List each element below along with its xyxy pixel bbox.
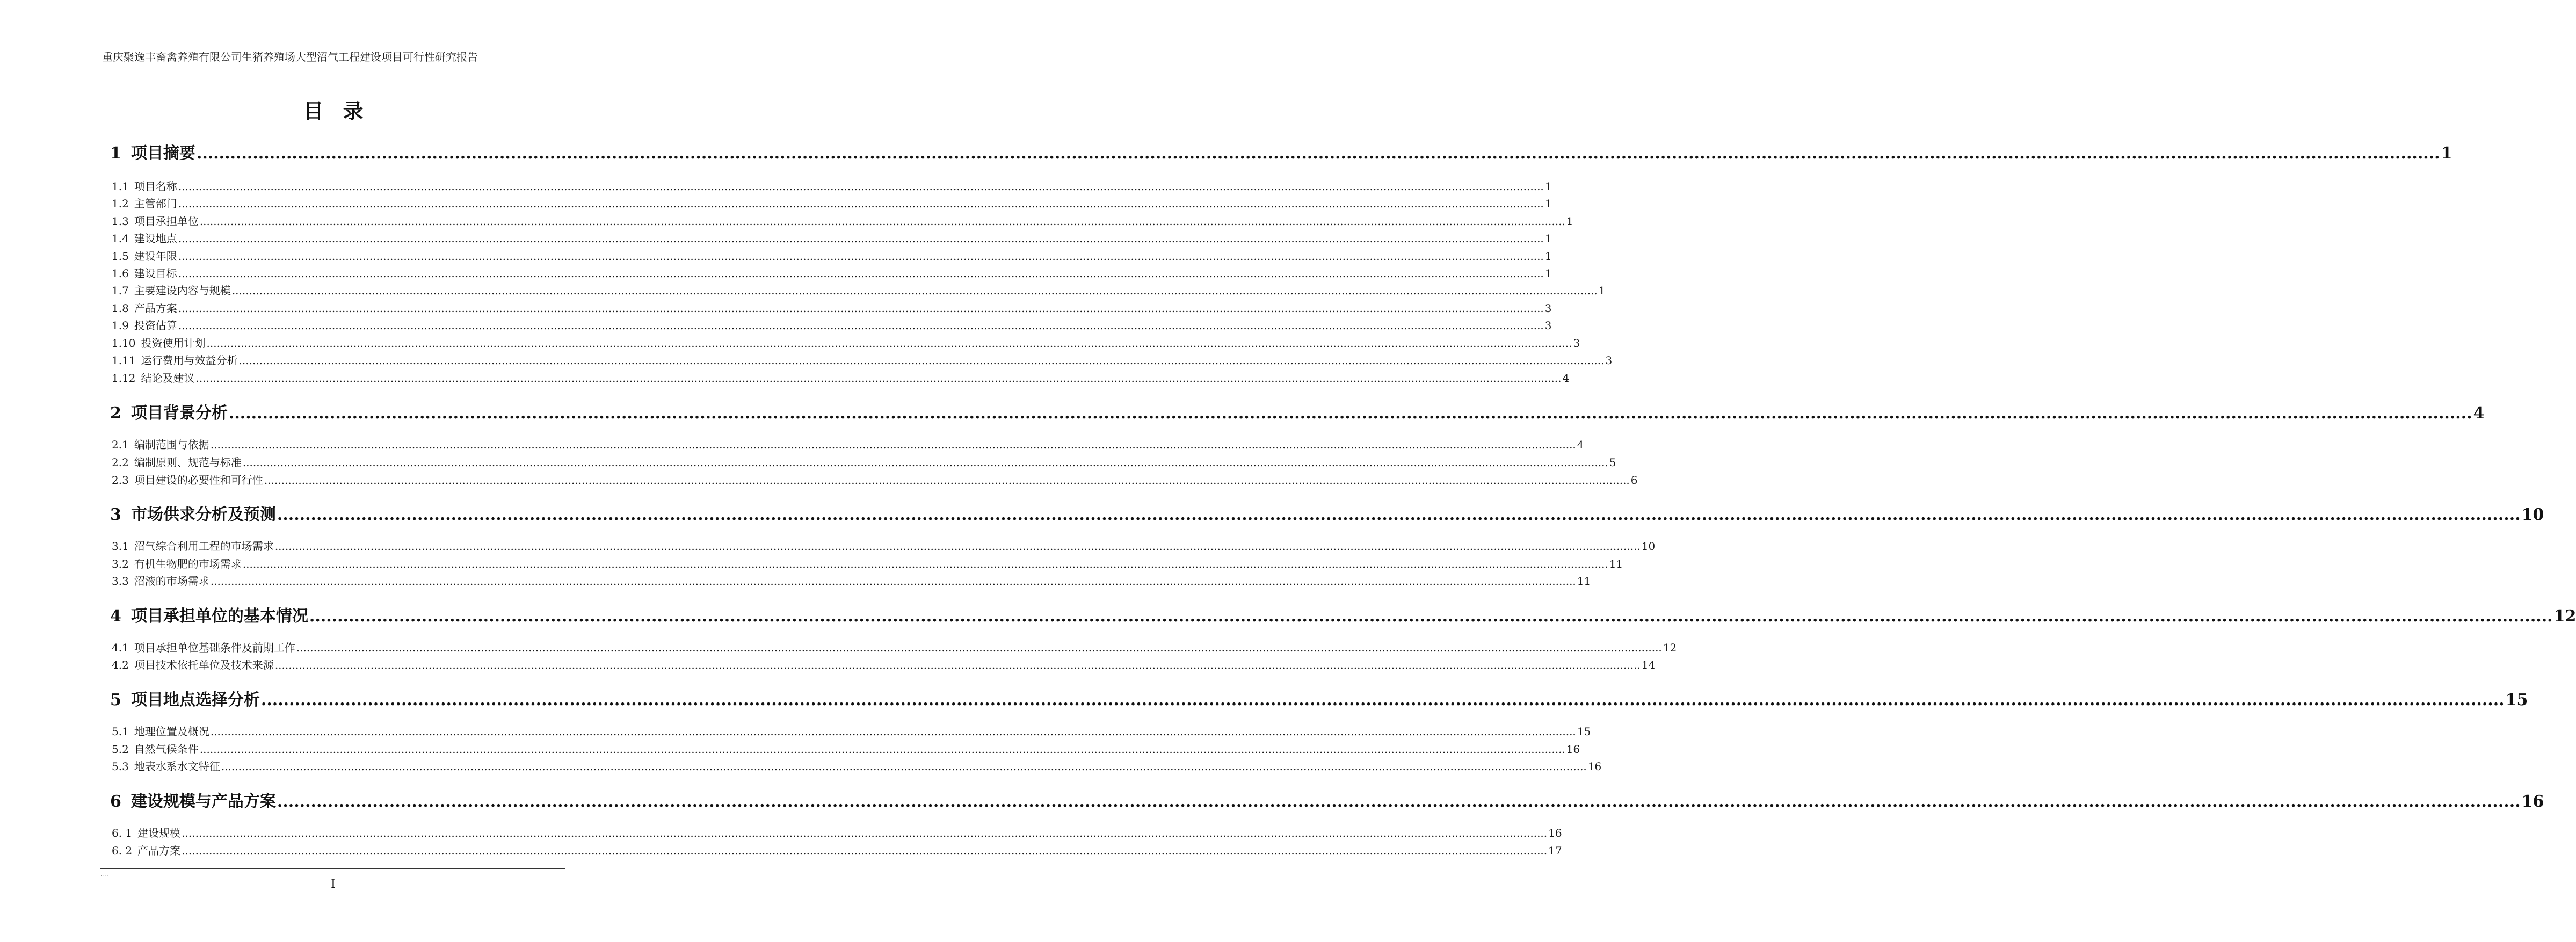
toc-leader: ................................................................................................................................................................................................................................................................................................................................................................................................................ bbox=[210, 575, 1576, 588]
toc-leader: ................................................................................................................................................................................................................................................................................................................................................................................................................ bbox=[238, 354, 1605, 367]
toc-number: 6 bbox=[110, 792, 121, 811]
toc-number: 1.4 bbox=[112, 232, 129, 245]
toc-page: 16 bbox=[2521, 792, 2544, 811]
toc-leader: ................................................................................................................................................................................................................................................................................................................................................................................................................ bbox=[296, 641, 1662, 654]
toc-section-1-7[interactable] bbox=[112, 282, 1606, 298]
toc-number: 1.10 bbox=[112, 337, 136, 350]
toc-number: 5.2 bbox=[112, 743, 129, 756]
toc-leader: ................................................................................................................................................................................................................................................................................................................................................................................................................ bbox=[242, 557, 1608, 570]
toc-number: 4.1 bbox=[112, 641, 129, 654]
toc-number: 4 bbox=[110, 607, 121, 626]
toc-number: 6. 2 bbox=[112, 844, 133, 857]
toc-title: 建设规模 bbox=[137, 827, 181, 839]
toc-section-3-3[interactable] bbox=[112, 573, 1591, 588]
toc-leader: ................................................................................................................................................................................................................................................................................................................................................................................................................ bbox=[182, 844, 1548, 857]
toc-title: 结论及建议 bbox=[141, 372, 195, 385]
toc-number: 5.3 bbox=[112, 760, 129, 773]
toc-section-1-12[interactable] bbox=[112, 369, 1570, 385]
toc-section-1-10[interactable] bbox=[112, 335, 1580, 350]
toc-leader: ................................................................................................................................................................................................................................................................................................................................................................................................................ bbox=[228, 404, 2472, 423]
toc-page: 11 bbox=[1609, 557, 1623, 570]
toc-section-4-2[interactable] bbox=[112, 656, 1656, 672]
toc-number: 1.7 bbox=[112, 284, 129, 297]
toc-number: 2 bbox=[110, 404, 121, 423]
toc-number: 2.2 bbox=[112, 456, 129, 469]
toc-title: 主要建设内容与规模 bbox=[134, 284, 231, 297]
toc-page: 16 bbox=[1548, 827, 1562, 839]
toc-leader: ................................................................................................................................................................................................................................................................................................................................................................................................................ bbox=[182, 827, 1548, 839]
toc-section-1-8[interactable] bbox=[112, 300, 1552, 315]
toc-leader: ................................................................................................................................................................................................................................................................................................................................................................................................................ bbox=[231, 284, 1598, 297]
toc-leader: ................................................................................................................................................................................................................................................................................................................................................................................................................ bbox=[195, 372, 1562, 385]
toc-page: 15 bbox=[1577, 725, 1591, 738]
toc-chapter-1[interactable] bbox=[110, 140, 2452, 163]
toc-title: 建设目标 bbox=[134, 267, 177, 280]
toc-number: 1.8 bbox=[112, 302, 129, 315]
toc-leader: ................................................................................................................................................................................................................................................................................................................................................................................................................ bbox=[178, 302, 1544, 315]
toc-page: 3 bbox=[1544, 319, 1552, 332]
toc-leader: ................................................................................................................................................................................................................................................................................................................................................................................................................ bbox=[178, 232, 1544, 245]
toc-section-5-3[interactable] bbox=[112, 758, 1602, 773]
toc-page: 15 bbox=[2505, 691, 2528, 709]
toc-title: 项目承担单位基础条件及前期工作 bbox=[134, 641, 295, 654]
toc-page: 4 bbox=[2473, 404, 2485, 423]
toc-chapter-2[interactable] bbox=[110, 400, 2485, 423]
toc-title: 投资估算 bbox=[134, 319, 177, 332]
toc-section-1-6[interactable] bbox=[112, 265, 1552, 280]
toc-leader: ................................................................................................................................................................................................................................................................................................................................................................................................................ bbox=[178, 250, 1544, 263]
toc-number: 5.1 bbox=[112, 725, 129, 738]
toc-page: 16 bbox=[1587, 760, 1602, 773]
toc-leader: ................................................................................................................................................................................................................................................................................................................................................................................................................ bbox=[264, 474, 1630, 487]
toc-page: 1 bbox=[1544, 197, 1552, 210]
toc-page: 1 bbox=[2441, 144, 2452, 163]
toc-title: 地理位置及概况 bbox=[134, 725, 209, 738]
toc-title: 市场供求分析及预测 bbox=[130, 505, 276, 524]
toc-number: 2.1 bbox=[112, 438, 129, 451]
toc-number: 1.9 bbox=[112, 319, 129, 332]
toc-title: 项目摘要 bbox=[130, 144, 195, 163]
toc-number: 2.3 bbox=[112, 474, 129, 487]
toc-title: 沼气综合利用工程的市场需求 bbox=[134, 540, 274, 553]
toc-title: 项目名称 bbox=[134, 180, 177, 193]
toc-leader: ................................................................................................................................................................................................................................................................................................................................................................................................................ bbox=[178, 319, 1544, 332]
toc-page: 4 bbox=[1562, 372, 1570, 385]
toc-section-3-2[interactable] bbox=[112, 555, 1623, 571]
toc-page: 16 bbox=[1566, 743, 1580, 756]
toc-title: 项目承担单位 bbox=[134, 215, 199, 228]
toc-leader: ................................................................................................................................................................................................................................................................................................................................................................................................................ bbox=[221, 760, 1587, 773]
toc-section-1-9[interactable] bbox=[112, 317, 1552, 332]
toc-leader: ................................................................................................................................................................................................................................................................................................................................................................................................................ bbox=[199, 215, 1565, 228]
toc-section-6-1[interactable] bbox=[112, 824, 1562, 840]
toc-leader: ................................................................................................................................................................................................................................................................................................................................................................................................................ bbox=[274, 540, 1641, 553]
toc-number: 1 bbox=[110, 144, 121, 163]
page-title: 目录 bbox=[303, 99, 383, 123]
toc-title: 产品方案 bbox=[137, 844, 181, 857]
toc-title: 投资使用计划 bbox=[141, 337, 206, 350]
toc-number: 1.5 bbox=[112, 250, 129, 263]
toc-page: 1 bbox=[1544, 180, 1552, 193]
toc-section-5-1[interactable] bbox=[112, 723, 1591, 738]
toc-number: 3.1 bbox=[112, 540, 129, 553]
toc-title: 建设规模与产品方案 bbox=[130, 792, 276, 811]
toc-section-2-2[interactable] bbox=[112, 454, 1616, 469]
toc-leader: ................................................................................................................................................................................................................................................................................................................................................................................................................ bbox=[277, 792, 2521, 811]
toc-section-1-5[interactable] bbox=[112, 248, 1552, 263]
toc-leader: ................................................................................................................................................................................................................................................................................................................................................................................................................ bbox=[178, 180, 1544, 193]
toc-title: 主管部门 bbox=[134, 197, 177, 210]
toc-page: 1 bbox=[1544, 232, 1552, 245]
toc-page: 14 bbox=[1641, 658, 1656, 671]
toc-number: 1.2 bbox=[112, 197, 129, 210]
toc-number: 3.3 bbox=[112, 575, 129, 588]
toc-page: 3 bbox=[1544, 302, 1552, 315]
toc-leader: ................................................................................................................................................................................................................................................................................................................................................................................................................ bbox=[210, 438, 1576, 451]
toc-section-2-3[interactable] bbox=[112, 472, 1638, 487]
toc-number: 3 bbox=[110, 505, 121, 524]
toc-title: 建设地点 bbox=[134, 232, 177, 245]
toc-page: 1 bbox=[1544, 250, 1552, 263]
toc-title: 沼液的市场需求 bbox=[134, 575, 209, 588]
toc-section-3-1[interactable] bbox=[112, 538, 1656, 553]
toc-section-4-1[interactable] bbox=[112, 639, 1677, 655]
toc-page: 4 bbox=[1577, 438, 1584, 451]
toc-leader: ................................................................................................................................................................................................................................................................................................................................................................................................................ bbox=[210, 725, 1576, 738]
toc-section-2-1[interactable] bbox=[112, 436, 1584, 452]
toc-section-1-3[interactable] bbox=[112, 213, 1573, 228]
toc-section-5-2[interactable] bbox=[112, 741, 1580, 756]
toc-number: 4.2 bbox=[112, 658, 129, 671]
footer-divider bbox=[100, 868, 565, 869]
toc-leader: ................................................................................................................................................................................................................................................................................................................................................................................................................ bbox=[206, 337, 1572, 350]
toc-number: 1.11 bbox=[112, 354, 136, 367]
toc-title: 编制原则、规范与标准 bbox=[134, 456, 242, 469]
toc-leader: ................................................................................................................................................................................................................................................................................................................................................................................................................ bbox=[196, 144, 2440, 163]
toc-number: 3.2 bbox=[112, 557, 129, 570]
toc-title: 自然气候条件 bbox=[134, 743, 199, 756]
toc-title: 有机生物肥的市场需求 bbox=[134, 557, 242, 570]
toc-page: 1 bbox=[1598, 284, 1606, 297]
toc-chapter-6[interactable] bbox=[110, 788, 2544, 811]
toc-leader: ................................................................................................................................................................................................................................................................................................................................................................................................................ bbox=[260, 691, 2505, 709]
toc-title: 产品方案 bbox=[134, 302, 177, 315]
toc-number: 1.6 bbox=[112, 267, 129, 280]
toc-page: 3 bbox=[1605, 354, 1613, 367]
toc-page: 6 bbox=[1630, 474, 1638, 487]
toc-number: 1.1 bbox=[112, 180, 129, 193]
toc-title: 项目背景分析 bbox=[130, 404, 228, 423]
toc-leader: ................................................................................................................................................................................................................................................................................................................................................................................................................ bbox=[274, 658, 1641, 671]
toc-chapter-3[interactable] bbox=[110, 501, 2544, 525]
toc-title: 项目承担单位的基本情况 bbox=[130, 607, 308, 626]
toc-section-1-4[interactable] bbox=[112, 230, 1552, 245]
footer-mark: .... bbox=[101, 872, 110, 878]
toc-number: 1.3 bbox=[112, 215, 129, 228]
toc-leader: ................................................................................................................................................................................................................................................................................................................................................................................................................ bbox=[242, 456, 1608, 469]
toc-title: 项目地点选择分析 bbox=[130, 691, 260, 709]
toc-leader: ................................................................................................................................................................................................................................................................................................................................................................................................................ bbox=[178, 197, 1544, 210]
toc-title: 建设年限 bbox=[134, 250, 177, 263]
toc-page: 1 bbox=[1544, 267, 1552, 280]
toc-page: 12 bbox=[1663, 641, 1677, 654]
toc-page: 3 bbox=[1573, 337, 1580, 350]
toc-leader: ................................................................................................................................................................................................................................................................................................................................................................................................................ bbox=[199, 743, 1565, 756]
toc-chapter-4[interactable] bbox=[110, 603, 2576, 626]
toc-title: 运行费用与效益分析 bbox=[141, 354, 238, 367]
toc-leader: ................................................................................................................................................................................................................................................................................................................................................................................................................ bbox=[277, 505, 2521, 524]
toc-section-6-2[interactable] bbox=[112, 842, 1562, 858]
toc-number: 6. 1 bbox=[112, 827, 133, 839]
toc-title: 编制范围与依据 bbox=[134, 438, 209, 451]
toc-title: 项目建设的必要性和可行性 bbox=[134, 474, 263, 487]
toc-page: 12 bbox=[2553, 607, 2576, 626]
toc-section-1-2[interactable] bbox=[112, 195, 1552, 211]
toc-page: 1 bbox=[1566, 215, 1573, 228]
toc-page: 5 bbox=[1609, 456, 1616, 469]
toc-chapter-5[interactable] bbox=[110, 686, 2528, 710]
toc-section-1-1[interactable] bbox=[112, 178, 1552, 193]
toc-page: 11 bbox=[1577, 575, 1591, 588]
toc-title: 地表水系水文特征 bbox=[134, 760, 220, 773]
toc-page: 10 bbox=[2521, 505, 2544, 524]
page-number: I bbox=[331, 878, 336, 891]
toc-leader: ................................................................................................................................................................................................................................................................................................................................................................................................................ bbox=[309, 607, 2553, 626]
toc-title: 项目技术依托单位及技术来源 bbox=[134, 658, 274, 671]
toc-leader: ................................................................................................................................................................................................................................................................................................................................................................................................................ bbox=[178, 267, 1544, 280]
running-header: 重庆聚逸丰畜禽养殖有限公司生猪养殖场大型沼气工程建设项目可行性研究报告 bbox=[102, 50, 478, 63]
toc-number: 5 bbox=[110, 691, 121, 709]
toc-section-1-11[interactable] bbox=[112, 352, 1613, 367]
toc-page: 17 bbox=[1548, 844, 1562, 857]
toc-number: 1.12 bbox=[112, 372, 136, 385]
toc-page: 10 bbox=[1641, 540, 1656, 553]
